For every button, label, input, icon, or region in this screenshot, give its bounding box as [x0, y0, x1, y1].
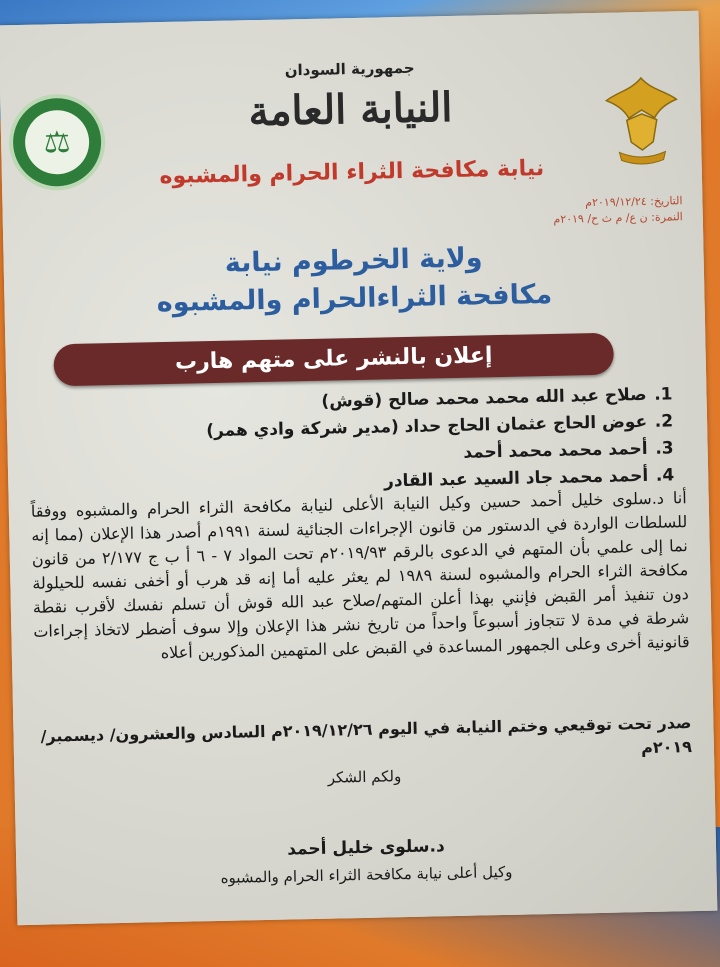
- notice-body: أنا د.سلوى خليل أحمد حسين وكيل النيابة الأعلى لنيابة مكافحة الثراء الحرام والمشبوه ووفقاً للسلطات الواردة في الدستور من قانون الإجراءات الجنائية لسنة ١٩٩١م أصدر هذا الإعلان (مما إنه نما إلى علمي بأن المتهم في الدعوى بالرقم ٢٠١٩/٩٣م تحت المواد ٧ - ٦ أ ب ج ٢/١٧٧ من قانون مكافحة الثراء الحرام والمشبوه لسنة ١٩٨٩ لم يعثر عليه أما إنه قد هرب أو أخفى نفسه للحيلولة دون تنفيذ أمر القبض فإنني بهذا أعلن المتهم/صلاح عبد الله قوش أن تسلم نفسك لأقرب نقطة شرطة في مدة لا تتجاوز أسبوعاً واحداً من تاريخ نشر هذا الإعلان وإلا سوف أضطر لاتخاذ إجراءات قانونية أخرى وعلى الجمهور المساعدة في القبض على المتهمين المذكورين أعلاه: [30, 488, 690, 663]
- signatory-title: وكيل أعلى نيابة مكافحة الثراء الحرام والمشبوه: [220, 862, 513, 887]
- reference-block: [553, 193, 683, 228]
- issued-statement: صدر تحت توقيعي وختم النيابة في اليوم ٢٠١٩/١٢/٢٦م السادس والعشرون/ ديسمبر/٢٠١٩م: [40, 713, 693, 758]
- notice-content: [0, 11, 717, 925]
- region-line-2: مكافحة الثراءالحرام والمشبوه: [156, 278, 553, 319]
- country-name: جمهورية السودان: [284, 58, 415, 80]
- region-line-1: ولاية الخرطوم نيابة: [224, 242, 483, 279]
- list-item: 2.عوض الحاج عثمان الحاج حداد (مدير شركة وادي همر): [206, 411, 674, 442]
- newspaper-clipping: [0, 11, 717, 925]
- date-line: التاريخ: ٢٠١٩/١٢/٢٤م: [585, 194, 683, 210]
- reference-line: النمرة: ن ع/ م ث ح/ ٢٠١٩م: [553, 210, 683, 226]
- notice-banner: إعلان بالنشر على متهم هارب: [53, 333, 614, 387]
- list-item: 4.أحمد محمد جاد السيد عبد القادر: [383, 465, 675, 492]
- scales-icon: ⚖: [24, 110, 89, 175]
- signatory-name: د.سلوى خليل أحمد: [287, 836, 445, 860]
- prosecution-title: النيابة العامة: [248, 83, 453, 136]
- thanks-line: ولكم الشكر: [327, 767, 402, 787]
- accused-list: [112, 381, 674, 501]
- list-item: 3.أحمد محمد محمد أحمد: [463, 438, 674, 463]
- prosecution-subtitle: نيابة مكافحة الثراء الحرام والمشبوه: [159, 156, 545, 190]
- list-item: 1.صلاح عبد الله محمد محمد صالح (قوش): [321, 384, 673, 412]
- region-heading: [3, 235, 704, 326]
